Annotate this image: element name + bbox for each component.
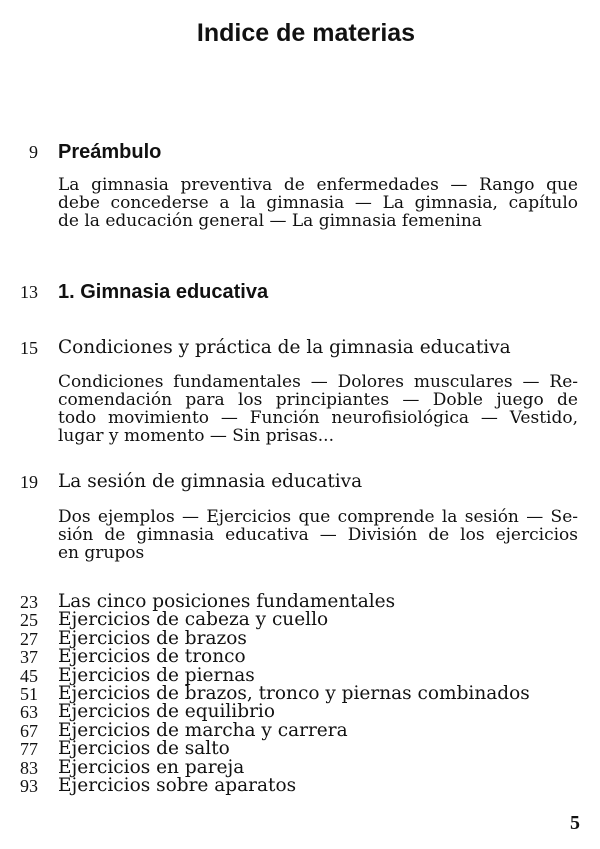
entry-page-number: 19 <box>20 472 38 492</box>
description-line: Dos ejemplos — Ejercicios que comprende la sesión — Se- <box>58 507 578 527</box>
toc-entry-part-1 <box>0 280 600 304</box>
entry-page-number: 67 <box>20 720 38 741</box>
entry-heading: Preámbulo <box>58 141 162 163</box>
entry-title: Ejercicios en pareja <box>58 756 245 778</box>
toc-entry-chapter <box>0 336 600 446</box>
list-item <box>0 774 600 796</box>
entry-page-number: 77 <box>20 739 38 760</box>
entry-description <box>58 373 578 445</box>
entry-title: Las cinco posiciones fundamentales <box>58 591 396 612</box>
entry-page-number: 63 <box>20 702 38 723</box>
entry-page-number: 15 <box>20 338 38 358</box>
description-line: en grupos <box>58 543 145 563</box>
entry-title: Ejercicios de piernas <box>58 664 255 686</box>
entry-title: Ejercicios de brazos <box>58 627 247 649</box>
entry-page-number: 45 <box>20 665 38 686</box>
entry-page-number: 9 <box>29 142 38 162</box>
list-item <box>0 648 600 666</box>
description-line: debe concederse a la gimnasia — La gimnasia, capítulo <box>58 193 578 213</box>
entry-description <box>58 176 578 230</box>
entry-description <box>58 508 578 562</box>
entry-page-number: 83 <box>20 757 38 778</box>
entry-page-number: 37 <box>20 647 38 668</box>
description-line: sión de gimnasia educativa — División de los ejercicios <box>58 525 578 545</box>
entry-title: Ejercicios sobre aparatos <box>58 774 297 796</box>
entry-page-number: 25 <box>20 610 38 631</box>
description-line: todo movimiento — Función neurofisiológica — Vestido, <box>58 408 578 428</box>
description-line: La gimnasia preventiva de enfermedades — Rango que <box>58 175 578 195</box>
list-item <box>0 703 600 721</box>
entry-page-number: 93 <box>20 775 38 796</box>
exercise-list <box>0 593 600 795</box>
entry-page-number: 13 <box>20 282 38 302</box>
entry-title: Ejercicios de salto <box>58 738 230 760</box>
part-heading: 1. Gimnasia educativa <box>58 281 269 303</box>
description-line: lugar y momento — Sin prisas... <box>58 426 334 446</box>
toc-entry-preamble <box>0 140 600 231</box>
entry-page-number: 23 <box>20 592 38 612</box>
list-item <box>0 740 600 758</box>
description-line: Condiciones fundamentales — Dolores musculares — Re- <box>58 372 578 392</box>
page-number: 5 <box>570 812 580 834</box>
entry-title: Ejercicios de marcha y carrera <box>58 719 348 741</box>
entry-page-number: 27 <box>20 628 38 649</box>
description-line: comendación para los principiantes — Doble juego de <box>58 390 578 410</box>
entry-title: Ejercicios de tronco <box>58 646 246 668</box>
entry-title: Ejercicios de equilibrio <box>58 701 275 723</box>
entry-title: Ejercicios de cabeza y cuello <box>58 609 329 631</box>
chapter-title: Condiciones y práctica de la gimnasia educativa <box>58 337 511 358</box>
entry-page-number: 51 <box>20 683 38 704</box>
chapter-title: La sesión de gimnasia educativa <box>58 471 363 492</box>
entry-title: Ejercicios de brazos, tronco y piernas combinados <box>58 682 530 704</box>
toc-entry-chapter <box>0 470 600 563</box>
description-line: de la educación general — La gimnasia femenina <box>58 211 482 231</box>
page-title: Indice de materias <box>196 19 416 47</box>
